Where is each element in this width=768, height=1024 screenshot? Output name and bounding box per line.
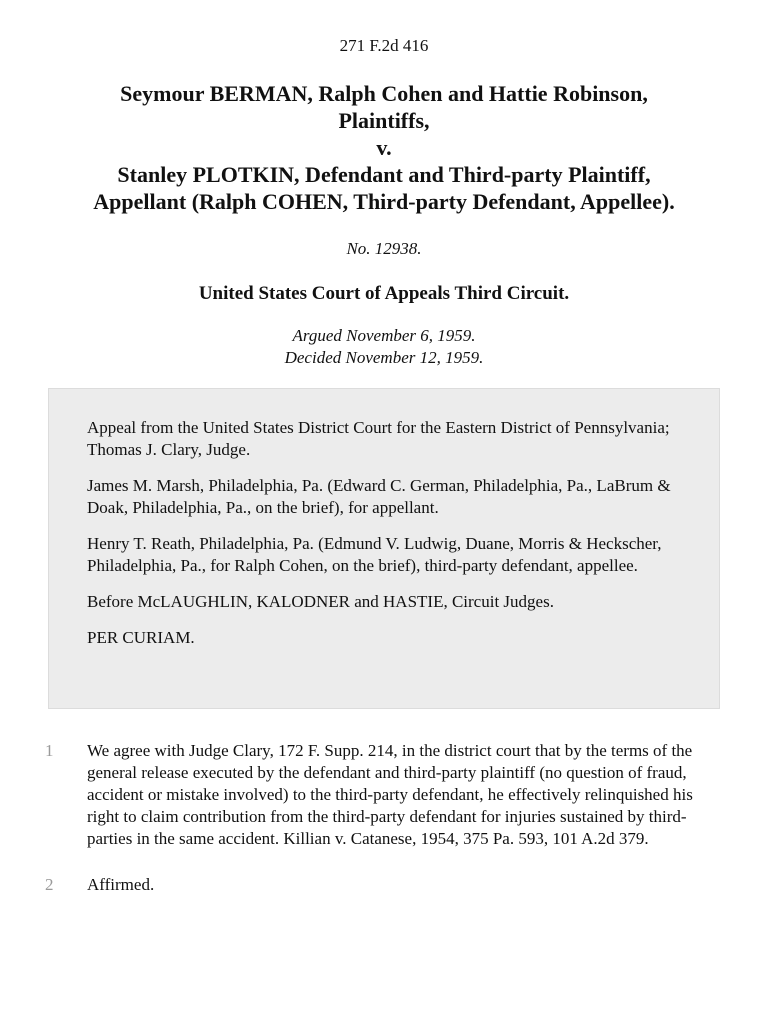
appellee-counsel: Henry T. Reath, Philadelphia, Pa. (Edmund V. Ludwig, Duane, Morris & Heckscher, Philadelphia, Pa., for Ralph Cohen, on the brief), third-party defendant, appellee. (87, 534, 662, 575)
argued-date: Argued November 6, 1959. (292, 326, 476, 345)
paragraph-number: 1 (45, 741, 54, 760)
caption-appellant: Appellant (Ralph COHEN, Third-party Defendant, Appellee). (93, 189, 675, 214)
per-curiam-label: PER CURIAM. (87, 628, 195, 647)
case-caption (40, 80, 728, 215)
opinion-paragraph (0, 874, 768, 896)
decided-date: Decided November 12, 1959. (284, 348, 484, 367)
caption-defendant: Stanley PLOTKIN, Defendant and Third-party Plaintiff, (117, 162, 651, 187)
syllabus-box (48, 388, 720, 709)
opinion-paragraph (0, 740, 768, 850)
case-citation: 271 F.2d 416 (339, 36, 429, 55)
docket-number: No. 12938. (346, 239, 422, 258)
court-name: United States Court of Appeals Third Circuit. (198, 283, 570, 304)
caption-versus: v. (376, 135, 392, 160)
paragraph-text: Affirmed. (87, 875, 155, 894)
paragraph-number: 2 (45, 875, 54, 894)
caption-plaintiffs-role: Plaintiffs, (338, 108, 430, 133)
caption-plaintiffs-names: Seymour BERMAN, Ralph Cohen and Hattie Robinson, (120, 81, 648, 106)
opinion-body (0, 740, 768, 920)
judge-panel: Before McLAUGHLIN, KALODNER and HASTIE, Circuit Judges. (87, 592, 554, 611)
appellant-counsel: James M. Marsh, Philadelphia, Pa. (Edward C. German, Philadelphia, Pa., LaBrum & Doak, Philadelphia, Pa., on the brief), for appellant. (87, 476, 671, 517)
appeal-statement: Appeal from the United States District Court for the Eastern District of Pennsylvania; Thomas J. Clary, Judge. (87, 418, 670, 459)
paragraph-text: We agree with Judge Clary, 172 F. Supp. 214, in the district court that by the terms of the general release executed by the defendant and third-party plaintiff (no question of fraud, accident or mistake involved) to the third-party defendant, he effectively relinquished his right to claim contribution from the third-party defendant for injuries sustained by third-parties in the same accident. Killian v. Catanese, 1954, 375 Pa. 593, 101 A.2d 379. (87, 741, 693, 848)
case-dates (0, 325, 768, 369)
